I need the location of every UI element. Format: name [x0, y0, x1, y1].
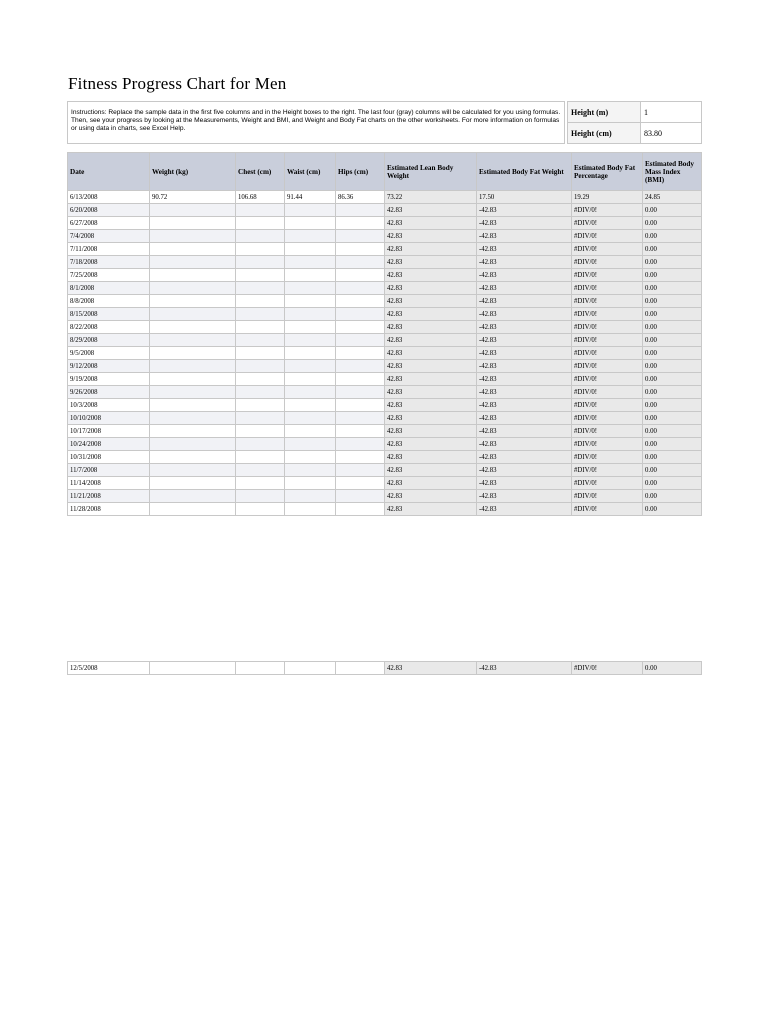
header-row — [68, 153, 702, 191]
input-cell[interactable]: 9/26/2008 — [68, 386, 150, 399]
table-row — [68, 269, 702, 282]
input-cell[interactable] — [236, 490, 285, 503]
calculated-cell: #DIV/0! — [572, 230, 643, 243]
table-row — [68, 373, 702, 386]
column-header: Chest (cm) — [236, 153, 285, 191]
calculated-cell: 0.00 — [643, 269, 702, 282]
input-cell[interactable]: 10/10/2008 — [68, 412, 150, 425]
instructions-box — [67, 101, 565, 144]
input-cell[interactable] — [150, 451, 236, 464]
height-m-row — [568, 102, 702, 123]
height-m-label: Height (m) — [568, 102, 641, 123]
input-cell[interactable] — [285, 347, 336, 360]
input-cell[interactable] — [150, 217, 236, 230]
input-cell[interactable] — [150, 204, 236, 217]
calculated-cell: #DIV/0! — [572, 256, 643, 269]
input-cell[interactable]: 12/5/2008 — [68, 662, 150, 675]
column-header: Date — [68, 153, 150, 191]
input-cell[interactable] — [236, 360, 285, 373]
input-cell[interactable] — [236, 503, 285, 516]
calculated-cell: -42.83 — [477, 217, 572, 230]
input-cell[interactable] — [236, 373, 285, 386]
input-cell[interactable] — [150, 230, 236, 243]
input-cell[interactable] — [285, 360, 336, 373]
input-cell[interactable] — [336, 412, 385, 425]
input-cell[interactable] — [150, 662, 236, 675]
input-cell[interactable] — [285, 308, 336, 321]
input-cell[interactable]: 10/31/2008 — [68, 451, 150, 464]
calculated-cell: #DIV/0! — [572, 503, 643, 516]
calculated-cell: #DIV/0! — [572, 282, 643, 295]
table-row — [68, 230, 702, 243]
input-cell[interactable] — [336, 373, 385, 386]
calculated-cell: 42.83 — [385, 204, 477, 217]
calculated-cell: #DIV/0! — [572, 477, 643, 490]
calculated-cell: #DIV/0! — [572, 295, 643, 308]
table-row — [68, 360, 702, 373]
input-cell[interactable] — [285, 425, 336, 438]
calculated-cell: -42.83 — [477, 386, 572, 399]
input-cell[interactable] — [336, 295, 385, 308]
input-cell[interactable] — [336, 204, 385, 217]
input-cell[interactable] — [285, 321, 336, 334]
input-cell[interactable]: 91.44 — [285, 191, 336, 204]
input-cell[interactable] — [236, 269, 285, 282]
input-cell[interactable] — [150, 438, 236, 451]
calculated-cell: 42.83 — [385, 373, 477, 386]
calculated-cell: -42.83 — [477, 490, 572, 503]
input-cell[interactable] — [150, 347, 236, 360]
table-row — [68, 191, 702, 204]
calculated-cell: 42.83 — [385, 321, 477, 334]
calculated-cell: 0.00 — [643, 451, 702, 464]
calculated-cell: -42.83 — [477, 464, 572, 477]
table-row — [68, 490, 702, 503]
calculated-cell: 0.00 — [643, 243, 702, 256]
calculated-cell: -42.83 — [477, 360, 572, 373]
input-cell[interactable] — [236, 204, 285, 217]
input-cell[interactable] — [285, 282, 336, 295]
input-cell[interactable]: 90.72 — [150, 191, 236, 204]
calculated-cell: -42.83 — [477, 438, 572, 451]
input-cell[interactable] — [336, 256, 385, 269]
input-cell[interactable]: 10/3/2008 — [68, 399, 150, 412]
table-row — [68, 464, 702, 477]
input-cell[interactable]: 9/12/2008 — [68, 360, 150, 373]
calculated-cell: 0.00 — [643, 373, 702, 386]
table-row — [68, 217, 702, 230]
calculated-cell: -42.83 — [477, 503, 572, 516]
calculated-cell: 0.00 — [643, 464, 702, 477]
calculated-cell: 0.00 — [643, 399, 702, 412]
table-row — [68, 399, 702, 412]
calculated-cell: #DIV/0! — [572, 217, 643, 230]
table-row — [68, 243, 702, 256]
input-cell[interactable]: 11/21/2008 — [68, 490, 150, 503]
calculated-cell: 42.83 — [385, 490, 477, 503]
input-cell[interactable] — [150, 360, 236, 373]
calculated-cell: 0.00 — [643, 412, 702, 425]
input-cell[interactable] — [336, 451, 385, 464]
calculated-cell: #DIV/0! — [572, 334, 643, 347]
input-cell[interactable] — [285, 503, 336, 516]
table-row — [68, 662, 702, 675]
input-cell[interactable] — [236, 451, 285, 464]
calculated-cell: 42.83 — [385, 360, 477, 373]
calculated-cell: -42.83 — [477, 308, 572, 321]
calculated-cell: 0.00 — [643, 321, 702, 334]
calculated-cell: 0.00 — [643, 347, 702, 360]
input-cell[interactable] — [150, 399, 236, 412]
input-cell[interactable] — [285, 256, 336, 269]
calculated-cell: 0.00 — [643, 230, 702, 243]
column-header: Weight (kg) — [150, 153, 236, 191]
calculated-cell: -42.83 — [477, 373, 572, 386]
input-cell[interactable]: 10/24/2008 — [68, 438, 150, 451]
calculated-cell: #DIV/0! — [572, 399, 643, 412]
calculated-cell: #DIV/0! — [572, 347, 643, 360]
calculated-cell: #DIV/0! — [572, 321, 643, 334]
input-cell[interactable] — [336, 347, 385, 360]
input-cell[interactable] — [150, 321, 236, 334]
calculated-cell: 0.00 — [643, 503, 702, 516]
input-cell[interactable] — [336, 464, 385, 477]
table-row — [68, 256, 702, 269]
calculated-cell: 42.83 — [385, 399, 477, 412]
input-cell[interactable] — [236, 438, 285, 451]
input-cell[interactable] — [285, 204, 336, 217]
input-cell[interactable] — [236, 243, 285, 256]
input-cell[interactable] — [236, 412, 285, 425]
calculated-cell: -42.83 — [477, 204, 572, 217]
input-cell[interactable]: 8/15/2008 — [68, 308, 150, 321]
calculated-cell: #DIV/0! — [572, 373, 643, 386]
input-cell[interactable]: 9/19/2008 — [68, 373, 150, 386]
calculated-cell: -42.83 — [477, 334, 572, 347]
calculated-cell: #DIV/0! — [572, 425, 643, 438]
calculated-cell: #DIV/0! — [572, 464, 643, 477]
calculated-cell: 42.83 — [385, 269, 477, 282]
calculated-cell: 42.83 — [385, 217, 477, 230]
calculated-cell: 0.00 — [643, 438, 702, 451]
table-row — [68, 308, 702, 321]
table-row — [68, 438, 702, 451]
calculated-cell: 17.50 — [477, 191, 572, 204]
input-cell[interactable] — [236, 282, 285, 295]
calculated-cell: 0.00 — [643, 425, 702, 438]
height-cm-value[interactable]: 83.80 — [641, 123, 702, 144]
calculated-cell: 0.00 — [643, 295, 702, 308]
calculated-cell: 42.83 — [385, 438, 477, 451]
input-cell[interactable]: 6/13/2008 — [68, 191, 150, 204]
input-cell[interactable] — [150, 256, 236, 269]
input-cell[interactable]: 11/28/2008 — [68, 503, 150, 516]
table-row — [68, 425, 702, 438]
column-header: Estimated Body Fat Percentage — [572, 153, 643, 191]
calculated-cell: 42.83 — [385, 451, 477, 464]
input-cell[interactable] — [236, 217, 285, 230]
input-cell[interactable] — [150, 490, 236, 503]
height-table — [567, 101, 702, 144]
input-cell[interactable]: 9/5/2008 — [68, 347, 150, 360]
calculated-cell: 0.00 — [643, 386, 702, 399]
input-cell[interactable] — [336, 399, 385, 412]
table-row — [68, 503, 702, 516]
calculated-cell: 0.00 — [643, 490, 702, 503]
input-cell[interactable] — [336, 503, 385, 516]
input-cell[interactable] — [150, 425, 236, 438]
calculated-cell: -42.83 — [477, 451, 572, 464]
calculated-cell: 42.83 — [385, 347, 477, 360]
calculated-cell: -42.83 — [477, 295, 572, 308]
input-cell[interactable] — [150, 386, 236, 399]
calculated-cell: -42.83 — [477, 321, 572, 334]
calculated-cell: -42.83 — [477, 269, 572, 282]
calculated-cell: 24.85 — [643, 191, 702, 204]
input-cell[interactable] — [150, 412, 236, 425]
input-cell[interactable]: 6/20/2008 — [68, 204, 150, 217]
input-cell[interactable]: 8/29/2008 — [68, 334, 150, 347]
input-cell[interactable] — [285, 373, 336, 386]
input-cell[interactable] — [150, 503, 236, 516]
column-header: Estimated Lean Body Weight — [385, 153, 477, 191]
calculated-cell: #DIV/0! — [572, 412, 643, 425]
input-cell[interactable] — [150, 282, 236, 295]
input-cell[interactable] — [236, 334, 285, 347]
calculated-cell: #DIV/0! — [572, 360, 643, 373]
input-cell[interactable] — [236, 464, 285, 477]
input-cell[interactable] — [150, 477, 236, 490]
input-cell[interactable] — [285, 399, 336, 412]
input-cell[interactable] — [285, 412, 336, 425]
input-cell[interactable] — [236, 256, 285, 269]
calculated-cell: -42.83 — [477, 399, 572, 412]
input-cell[interactable] — [236, 230, 285, 243]
input-cell[interactable]: 106.68 — [236, 191, 285, 204]
calculated-cell: 42.83 — [385, 425, 477, 438]
calculated-cell: 0.00 — [643, 256, 702, 269]
calculated-cell: #DIV/0! — [572, 204, 643, 217]
input-cell[interactable] — [336, 321, 385, 334]
input-cell[interactable]: 7/25/2008 — [68, 269, 150, 282]
table-row — [68, 295, 702, 308]
table-row — [68, 451, 702, 464]
input-cell[interactable] — [150, 269, 236, 282]
input-cell[interactable] — [336, 269, 385, 282]
input-cell[interactable] — [285, 230, 336, 243]
input-cell[interactable] — [336, 490, 385, 503]
calculated-cell: 42.83 — [385, 386, 477, 399]
input-cell[interactable]: 8/1/2008 — [68, 282, 150, 295]
calculated-cell: 0.00 — [643, 477, 702, 490]
input-cell[interactable]: 86.36 — [336, 191, 385, 204]
calculated-cell: 42.83 — [385, 230, 477, 243]
input-cell[interactable] — [285, 334, 336, 347]
input-cell[interactable] — [336, 477, 385, 490]
calculated-cell: 0.00 — [643, 360, 702, 373]
input-cell[interactable] — [285, 386, 336, 399]
input-cell[interactable] — [150, 373, 236, 386]
input-cell[interactable] — [336, 662, 385, 675]
input-cell[interactable] — [285, 662, 336, 675]
calculated-cell: 0.00 — [643, 282, 702, 295]
page-title: Fitness Progress Chart for Men — [68, 74, 287, 93]
input-cell[interactable] — [285, 477, 336, 490]
input-cell[interactable] — [336, 243, 385, 256]
calculated-cell: -42.83 — [477, 282, 572, 295]
input-cell[interactable] — [285, 438, 336, 451]
calculated-cell: 42.83 — [385, 464, 477, 477]
calculated-cell: 42.83 — [385, 243, 477, 256]
calculated-cell: #DIV/0! — [572, 490, 643, 503]
table-row — [68, 282, 702, 295]
progress-table — [67, 152, 702, 516]
input-cell[interactable] — [336, 282, 385, 295]
input-cell[interactable] — [150, 334, 236, 347]
input-cell[interactable] — [285, 243, 336, 256]
input-cell[interactable]: 7/18/2008 — [68, 256, 150, 269]
calculated-cell: -42.83 — [477, 477, 572, 490]
input-cell[interactable] — [336, 308, 385, 321]
column-header: Estimated Body Fat Weight — [477, 153, 572, 191]
input-cell[interactable] — [236, 295, 285, 308]
column-header: Hips (cm) — [336, 153, 385, 191]
calculated-cell: 42.83 — [385, 256, 477, 269]
height-m-value[interactable]: 1 — [641, 102, 702, 123]
calculated-cell: 73.22 — [385, 191, 477, 204]
input-cell[interactable] — [150, 243, 236, 256]
calculated-cell: #DIV/0! — [572, 451, 643, 464]
calculated-cell: #DIV/0! — [572, 308, 643, 321]
column-header: Waist (cm) — [285, 153, 336, 191]
input-cell[interactable] — [236, 399, 285, 412]
calculated-cell: 42.83 — [385, 295, 477, 308]
calculated-cell: -42.83 — [477, 243, 572, 256]
table-row — [68, 204, 702, 217]
input-cell[interactable] — [285, 217, 336, 230]
calculated-cell: -42.83 — [477, 230, 572, 243]
input-cell[interactable] — [236, 425, 285, 438]
table-row — [68, 386, 702, 399]
calculated-cell: #DIV/0! — [572, 386, 643, 399]
calculated-cell: -42.83 — [477, 425, 572, 438]
calculated-cell: 42.83 — [385, 282, 477, 295]
input-cell[interactable]: 11/14/2008 — [68, 477, 150, 490]
input-cell[interactable] — [336, 334, 385, 347]
input-cell[interactable] — [236, 347, 285, 360]
input-cell[interactable] — [236, 386, 285, 399]
table-row — [68, 477, 702, 490]
progress-table-continued — [67, 661, 702, 675]
calculated-cell: -42.83 — [477, 412, 572, 425]
calculated-cell: -42.83 — [477, 256, 572, 269]
input-cell[interactable] — [236, 321, 285, 334]
input-cell[interactable] — [285, 464, 336, 477]
input-cell[interactable] — [236, 308, 285, 321]
calculated-cell: 42.83 — [385, 662, 477, 675]
table-row — [68, 347, 702, 360]
input-cell[interactable]: 10/17/2008 — [68, 425, 150, 438]
input-cell[interactable] — [285, 295, 336, 308]
calculated-cell: 0.00 — [643, 308, 702, 321]
input-cell[interactable] — [236, 477, 285, 490]
calculated-cell: 42.83 — [385, 477, 477, 490]
table-row — [68, 321, 702, 334]
calculated-cell: #DIV/0! — [572, 438, 643, 451]
input-cell[interactable]: 8/22/2008 — [68, 321, 150, 334]
input-cell[interactable]: 7/11/2008 — [68, 243, 150, 256]
table-row — [68, 412, 702, 425]
calculated-cell: 0.00 — [643, 204, 702, 217]
input-cell[interactable] — [336, 425, 385, 438]
calculated-cell: #DIV/0! — [572, 243, 643, 256]
input-cell[interactable]: 11/7/2008 — [68, 464, 150, 477]
input-cell[interactable] — [285, 451, 336, 464]
calculated-cell: -42.83 — [477, 662, 572, 675]
calculated-cell: #DIV/0! — [572, 269, 643, 282]
calculated-cell: 0.00 — [643, 334, 702, 347]
instructions-text: Instructions: Replace the sample data in the first five columns and in the Height boxes to the right. The last four (gray) columns will be calculated for you using formulas. Then, see your progress by looking at the Measurements, Weight and BMI, and Weight and Body Fat charts on the other worksheets. For more information on formulas or using data in charts, see Excel Help. — [71, 109, 561, 133]
input-cell[interactable] — [285, 490, 336, 503]
input-cell[interactable] — [285, 269, 336, 282]
input-cell[interactable] — [150, 464, 236, 477]
input-cell[interactable]: 8/8/2008 — [68, 295, 150, 308]
input-cell[interactable] — [336, 360, 385, 373]
calculated-cell: 42.83 — [385, 412, 477, 425]
input-cell[interactable]: 7/4/2008 — [68, 230, 150, 243]
calculated-cell: -42.83 — [477, 347, 572, 360]
column-header: Estimated Body Mass Index (BMI) — [643, 153, 702, 191]
input-cell[interactable] — [336, 438, 385, 451]
calculated-cell: 19.29 — [572, 191, 643, 204]
input-cell[interactable] — [236, 662, 285, 675]
calculated-cell: 0.00 — [643, 662, 702, 675]
calculated-cell: 42.83 — [385, 308, 477, 321]
input-cell[interactable] — [336, 386, 385, 399]
calculated-cell: 42.83 — [385, 334, 477, 347]
calculated-cell: #DIV/0! — [572, 662, 643, 675]
input-cell[interactable] — [150, 295, 236, 308]
input-cell[interactable] — [336, 217, 385, 230]
height-cm-row — [568, 123, 702, 144]
table-row — [68, 334, 702, 347]
calculated-cell: 42.83 — [385, 503, 477, 516]
calculated-cell: 0.00 — [643, 217, 702, 230]
input-cell[interactable] — [150, 308, 236, 321]
height-cm-label: Height (cm) — [568, 123, 641, 144]
input-cell[interactable] — [336, 230, 385, 243]
input-cell[interactable]: 6/27/2008 — [68, 217, 150, 230]
